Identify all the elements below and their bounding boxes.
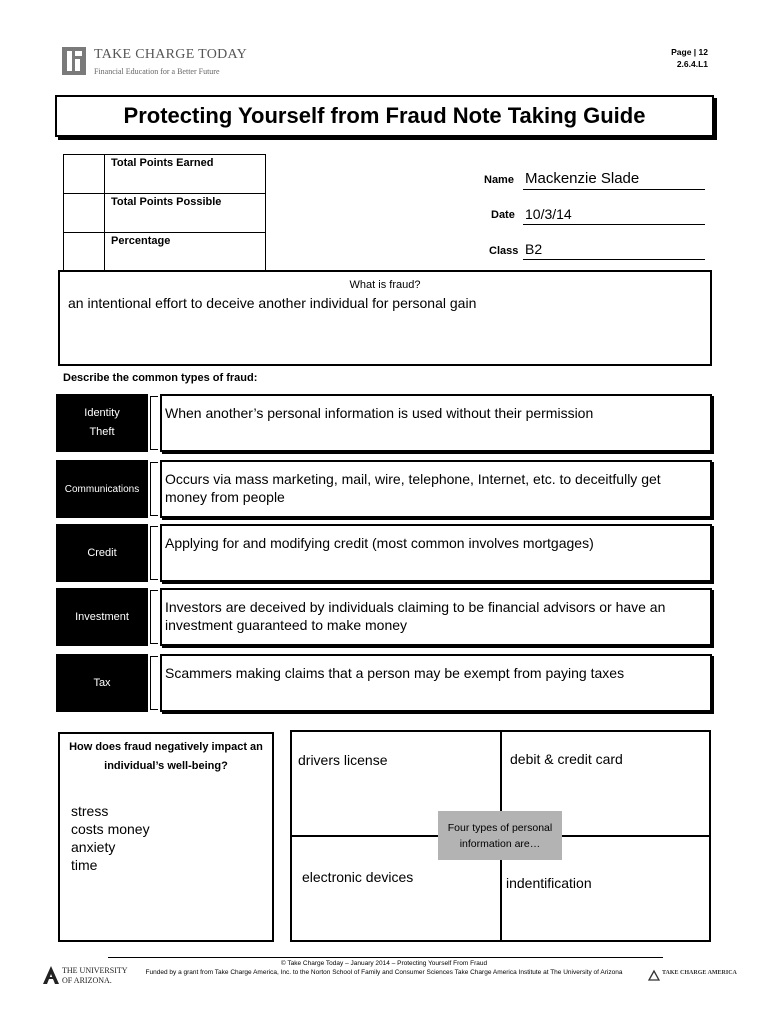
type-answer-investment[interactable]: Investors are deceived by individuals claiming to be financial advisors or have an investment guaranteed to make money	[160, 588, 712, 646]
type-answer-identity-theft[interactable]: When another’s personal information is used without their permission	[160, 394, 712, 452]
what-is-fraud-question: What is fraud?	[349, 279, 421, 291]
type-label-credit: Credit	[56, 524, 148, 582]
type-label-identity-theft: Identity Theft	[56, 394, 148, 452]
score-table	[63, 154, 266, 272]
date-field[interactable]	[523, 205, 705, 225]
table-row	[64, 155, 266, 194]
footer-copyright: © Take Charge Today – January 2014 – Protecting Yourself From Fraud	[280, 960, 488, 967]
page-label: Page | 12	[671, 47, 708, 57]
personal-info-bottom-right[interactable]: indentification	[506, 875, 592, 891]
brace	[150, 656, 158, 710]
page-code: 2.6.4.L1	[676, 59, 708, 69]
type-answer-credit[interactable]: Applying for and modifying credit (most common involves mortgages)	[160, 524, 712, 582]
date-label: Date	[491, 209, 515, 221]
brace	[150, 526, 158, 580]
footer-funding: Funded by a grant from Take Charge America, Inc. to the Norton School of Family and Consumer Sciences Take Charge America Institute at The University of Arizona	[145, 969, 623, 976]
what-is-fraud-box	[58, 270, 712, 366]
brace	[150, 590, 158, 644]
list-item: time	[71, 857, 98, 873]
type-label-tax: Tax	[56, 654, 148, 712]
score-cell[interactable]	[64, 155, 105, 194]
table-row	[64, 194, 266, 233]
types-heading: Describe the common types of fraud:	[63, 372, 258, 384]
type-label-investment: Investment	[56, 588, 148, 646]
personal-info-center-label: Four types of personal information are…	[438, 811, 562, 860]
wellbeing-box	[58, 732, 274, 942]
university-of-arizona-logo-icon	[42, 965, 60, 985]
list-item: anxiety	[71, 839, 116, 855]
wellbeing-answers[interactable]	[71, 802, 272, 874]
table-row	[64, 233, 266, 272]
name-field[interactable]	[523, 170, 705, 190]
score-label: Total Points Earned	[105, 155, 266, 194]
title-box	[55, 95, 714, 137]
name-label: Name	[484, 174, 514, 186]
take-charge-america-name: TAKE CHARGE AMERICA	[662, 970, 737, 976]
brace	[150, 462, 158, 516]
university-name: THE UNIVERSITY OF ARIZONA.	[62, 966, 128, 985]
class-value: B2	[525, 241, 543, 257]
what-is-fraud-answer[interactable]: an intentional effort to deceive another individual for personal gain	[68, 295, 477, 311]
date-value: 10/3/14	[525, 206, 572, 222]
list-item: stress	[71, 803, 109, 819]
list-item: costs money	[71, 821, 150, 837]
name-value: Mackenzie Slade	[525, 170, 640, 187]
score-label: Percentage	[105, 233, 266, 272]
personal-info-top-left[interactable]: drivers license	[298, 752, 388, 768]
class-field[interactable]	[523, 240, 705, 260]
personal-info-top-right[interactable]: debit & credit card	[510, 751, 623, 767]
score-cell[interactable]	[64, 233, 105, 272]
class-label: Class	[489, 245, 519, 257]
score-cell[interactable]	[64, 194, 105, 233]
take-charge-america-logo-icon	[648, 968, 660, 980]
personal-info-bottom-left[interactable]: electronic devices	[302, 869, 414, 885]
logo-subtitle: Financial Education for a Better Future	[94, 67, 220, 76]
take-charge-today-logo-icon	[62, 47, 86, 75]
score-label: Total Points Possible	[105, 194, 266, 233]
footer-divider	[108, 957, 663, 958]
wellbeing-question: How does fraud negatively impact an individual’s well-being?	[69, 741, 263, 772]
type-label-communications: Communications	[56, 460, 148, 518]
page-number	[671, 46, 708, 70]
type-answer-communications[interactable]: Occurs via mass marketing, mail, wire, telephone, Internet, etc. to deceitfully get money from people	[160, 460, 712, 518]
type-answer-tax[interactable]: Scammers making claims that a person may be exempt from paying taxes	[160, 654, 712, 712]
brace	[150, 396, 158, 450]
page-title: Protecting Yourself from Fraud Note Taking Guide	[123, 103, 646, 128]
logo-title: TAKE CHARGE TODAY	[94, 47, 248, 62]
